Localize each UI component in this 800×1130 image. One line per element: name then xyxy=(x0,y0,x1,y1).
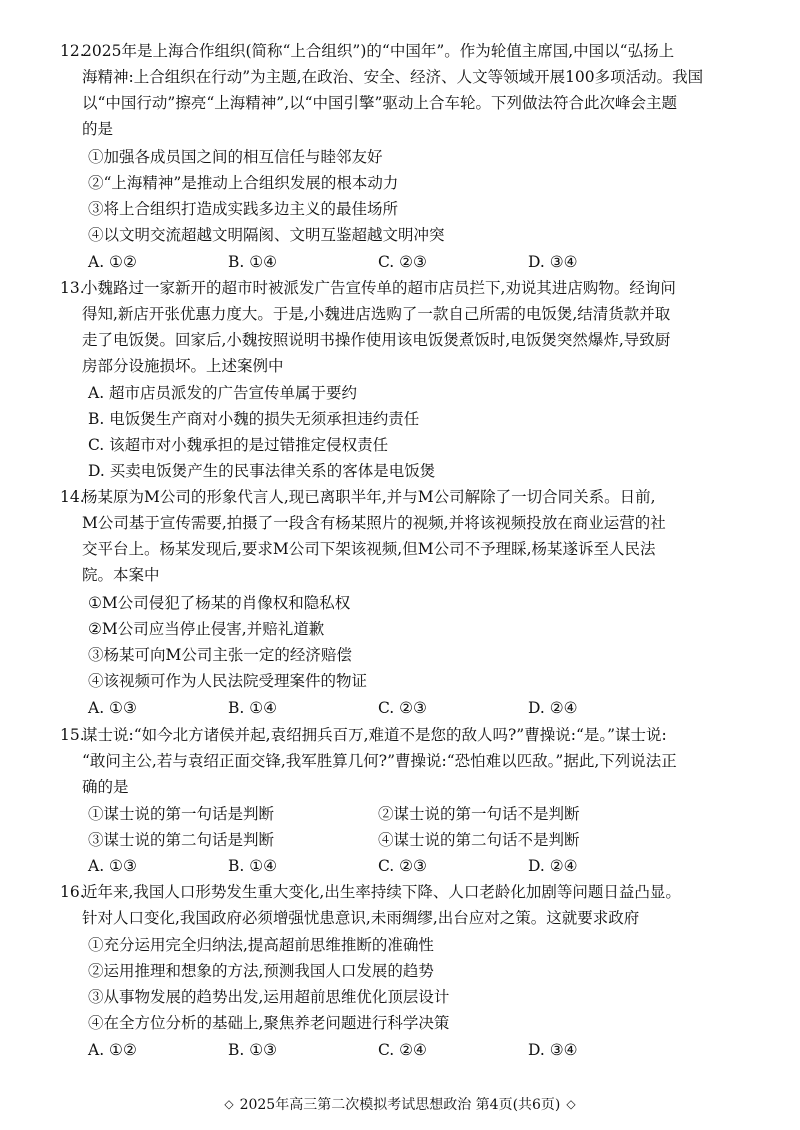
stem-line: 谋士说:“如今北方诸侯并起,袁绍拥兵百万,难道不是您的敌人吗?”曹操说:“是。”谋士说: xyxy=(82,726,667,744)
stem-line: 针对人口变化,我国政府必须增强忧患意识,未雨绸缪,出台应对之策。这就要求政府 xyxy=(82,909,640,927)
question-number: 13. xyxy=(60,279,85,297)
choice-d: D. ②④ xyxy=(528,699,578,717)
choice-b: B. ①③ xyxy=(228,1041,278,1059)
stem-line: 得知,新店开张优惠力度大。于是,小魏进店选购了一款自己所需的电饭煲,结清货款并取 xyxy=(82,305,671,323)
question-number: 16. xyxy=(60,883,85,901)
statement: ①充分运用完全归纳法,提高超前思维推断的准确性 xyxy=(88,936,434,954)
choice-a: A. ①③ xyxy=(88,857,137,875)
question-number: 15. xyxy=(60,726,85,744)
choice-c: C. 该超市对小魏承担的是过错推定侵权责任 xyxy=(88,436,389,454)
choice-b: B. ①④ xyxy=(228,699,278,717)
statement: ②谋士说的第一句话不是判断 xyxy=(378,805,580,823)
statement: ①加强各成员国之间的相互信任与睦邻友好 xyxy=(88,148,383,166)
choice-d: D. ②④ xyxy=(528,857,578,875)
choice-a: A. ①③ xyxy=(88,699,137,717)
choice-b: B. ①④ xyxy=(228,253,278,271)
statement: ③杨某可向M公司主张一定的经济赔偿 xyxy=(88,646,352,664)
stem-line: “敢问主公,若与袁绍正面交锋,我军胜算几何?”曹操说:“恐怕难以匹敌。”据此,下列说法正 xyxy=(82,752,677,770)
stem-line: 交平台上。杨某发现后,要求M公司下架该视频,但M公司不予理睬,杨某遂诉至人民法 xyxy=(82,540,656,558)
stem-line: 院。本案中 xyxy=(82,566,160,584)
question-number: 12. xyxy=(60,42,85,60)
statement: ④在全方位分析的基础上,聚焦养老问题进行科学决策 xyxy=(88,1014,450,1032)
stem-line: 海精神:上合组织在行动”为主题,在政治、安全、经济、人文等领域开展100多项活动。我国 xyxy=(82,68,704,86)
stem-line: 小魏路过一家新开的超市时被派发广告宣传单的超市店员拦下,劝说其进店购物。经询问 xyxy=(82,279,676,297)
stem-line: 杨某原为M公司的形象代言人,现已离职半年,并与M公司解除了一切合同关系。日前, xyxy=(82,488,656,506)
choice-b: B. ①④ xyxy=(228,857,278,875)
stem-line: 走了电饭煲。回家后,小魏按照说明书操作使用该电饭煲煮饭时,电饭煲突然爆炸,导致厨 xyxy=(82,331,671,349)
choice-c: C. ②③ xyxy=(378,253,427,271)
choice-d: D. ③④ xyxy=(528,1041,578,1059)
statement: ①谋士说的第一句话是判断 xyxy=(88,805,275,823)
statement: ④以文明交流超越文明隔阂、文明互鉴超越文明冲突 xyxy=(88,226,445,244)
statement: ①M公司侵犯了杨某的肖像权和隐私权 xyxy=(88,594,351,612)
choice-c: C. ②③ xyxy=(378,857,427,875)
choice-c: C. ②③ xyxy=(378,699,427,717)
statement: ③从事物发展的趋势出发,运用超前思维优化顶层设计 xyxy=(88,988,450,1006)
statement: ②运用推理和想象的方法,预测我国人口发展的趋势 xyxy=(88,962,434,980)
statement: ③将上合组织打造成实践多边主义的最佳场所 xyxy=(88,200,399,218)
choice-d: D. ③④ xyxy=(528,253,578,271)
diamond-left-icon: ◇ xyxy=(224,1097,234,1111)
statement: ②“上海精神”是推动上合组织发展的根本动力 xyxy=(88,174,399,192)
page-footer xyxy=(0,1094,800,1115)
stem-line: 的是 xyxy=(82,120,114,138)
choice-d: D. 买卖电饭煲产生的民事法律关系的客体是电饭煲 xyxy=(88,462,436,480)
statement: ④谋士说的第二句话不是判断 xyxy=(378,831,580,849)
stem-line: 以“中国行动”擦亮“上海精神”,以“中国引擎”驱动上合车轮。下列做法符合此次峰会主题 xyxy=(82,94,677,112)
statement: ④该视频可作为人民法院受理案件的物证 xyxy=(88,672,368,690)
statement: ③谋士说的第二句话是判断 xyxy=(88,831,275,849)
question-number: 14. xyxy=(60,488,85,506)
footer-text: 2025年高三第二次模拟考试思想政治 第4页(共6页) xyxy=(239,1097,561,1113)
stem-line: 近年来,我国人口形势发生重大变化,出生率持续下降、人口老龄化加剧等问题日益凸显。 xyxy=(82,883,681,901)
stem-line: 确的是 xyxy=(82,778,129,796)
diamond-right-icon: ◇ xyxy=(566,1097,576,1111)
choice-a: A. ①② xyxy=(88,253,137,271)
choice-a: A. 超市店员派发的广告宣传单属于要约 xyxy=(88,384,358,402)
choice-b: B. 电饭煲生产商对小魏的损失无须承担违约责任 xyxy=(88,410,420,428)
stem-line: 房部分设施损坏。上述案例中 xyxy=(82,357,284,375)
choice-a: A. ①② xyxy=(88,1041,137,1059)
stem-line: 2025年是上海合作组织(简称“上合组织”)的“中国年”。作为轮值主席国,中国以“弘扬上 xyxy=(82,42,675,60)
choice-c: C. ②④ xyxy=(378,1041,427,1059)
statement: ②M公司应当停止侵害,并赔礼道歉 xyxy=(88,620,325,638)
stem-line: M公司基于宣传需要,拍摄了一段含有杨某照片的视频,并将该视频投放在商业运营的社 xyxy=(82,514,666,532)
